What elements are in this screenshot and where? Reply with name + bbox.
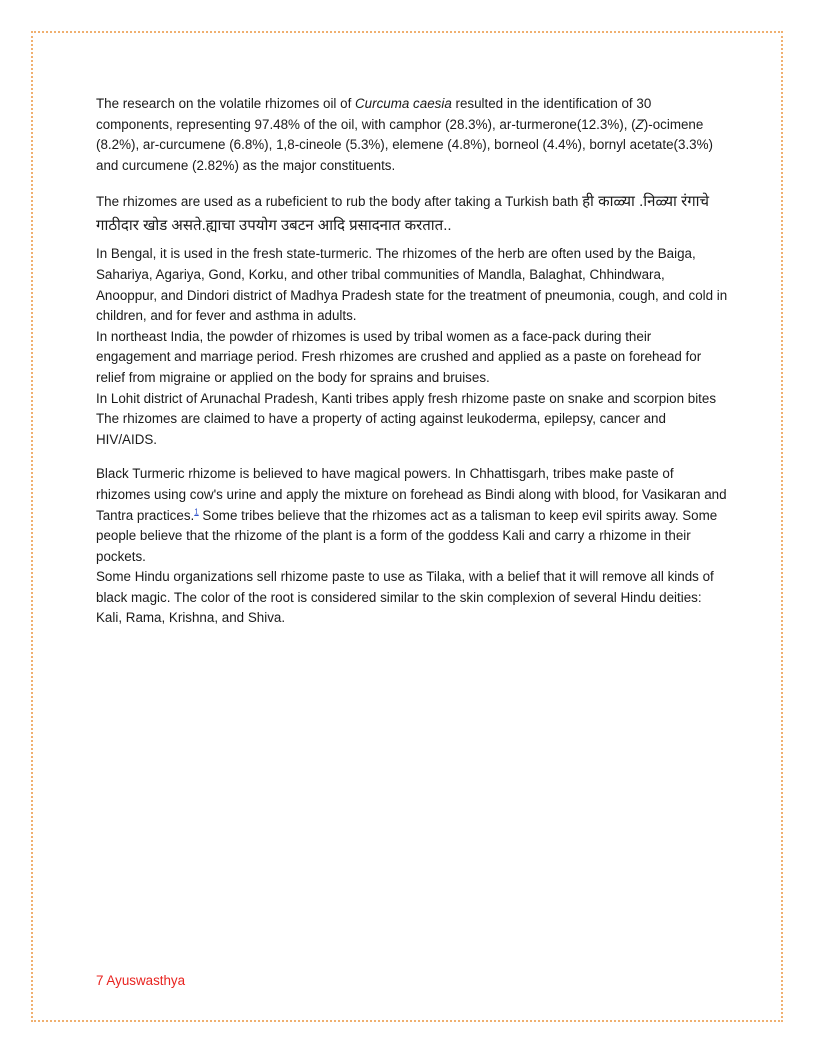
marathi-text: ही काळ्या .निळ्या रंगाचे गाठीदार खोड असते.ह्याचा उपयोग उबटन आदि प्रसादनात करतात.. — [96, 193, 710, 235]
paragraph-volatile-oil — [96, 94, 728, 176]
text-segment: Black Turmeric rhizome is believed to have magical powers. In Chhattisgarh, tribes make paste of rhizomes using cow's urine and apply the mixture on forehead as Bindi along with blood, for Vasikaran and Tantra practices. — [96, 466, 727, 523]
paragraph-claimed-properties: The rhizomes are claimed to have a property of acting against leukoderma, epilepsy, cancer and HIV/AIDS. — [96, 411, 666, 447]
document-body — [96, 94, 728, 629]
text-segment: The rhizomes are used as a rubeficient to rub the body after taking a Turkish bath — [96, 194, 583, 210]
text-segment: The research on the volatile rhizomes oil of — [96, 96, 356, 111]
isomer-z: Z — [635, 116, 644, 132]
paragraph-black-turmeric — [96, 464, 728, 567]
page-footer: 7 Ayuswasthya — [96, 973, 186, 988]
text-segment: )-ocimene (8.2%), ar-curcumene (6.8%), 1,8-cineole (5.3%), elemene (4.8%), borneol (4.4%), bornyl acetate(3.3%) and curcumene (2.82%) as the major constituents. — [96, 116, 713, 173]
paragraph-rubeficient — [96, 190, 728, 238]
text-segment: resulted in the identification of 30 components, representing 97.48% of the oil, with camphor (28.3%), ar-turmerone(12.3%), ( — [96, 96, 652, 132]
paragraph-lohit: In Lohit district of Arunachal Pradesh, Kanti tribes apply fresh rhizome paste on snake and scorpion bites — [96, 390, 717, 406]
paragraph-northeast-india: In northeast India, the powder of rhizomes is used by tribal women as a face-pack during their engagement and marriage period. Fresh rhizomes are crushed and applied as a paste on forehead for relief from migraine or applied on the body for sprains and bruises. — [96, 328, 702, 385]
paragraph-tilaka: Some Hindu organizations sell rhizome paste to use as Tilaka, with a belief that it will remove all kinds of black magic. The color of the root is considered similar to the skin complexion of several Hindu deities: Kali, Rama, Krishna, and Shiva. — [96, 569, 714, 626]
paragraph-bengal: In Bengal, it is used in the fresh state-turmeric. The rhizomes of the herb are often used by the Baiga, Sahariya, Agariya, Gond, Korku, and other tribal communities of Mandla, Balaghat, Chhindwara, Anooppur, and Dindori district of Madhya Pradesh state for the treatment of pneumonia, cough, and cold in children, and for fever and asthma in adults. — [96, 246, 728, 324]
species-name: Curcuma caesia — [355, 96, 452, 111]
text-segment: Some tribes believe that the rhizomes act as a talisman to keep evil spirits away. Some people believe that the rhizome of the plant is a form of the goddess Kali and carry a rhizome in their pockets. — [96, 507, 718, 564]
footnote-link[interactable]: 1 — [194, 507, 199, 517]
